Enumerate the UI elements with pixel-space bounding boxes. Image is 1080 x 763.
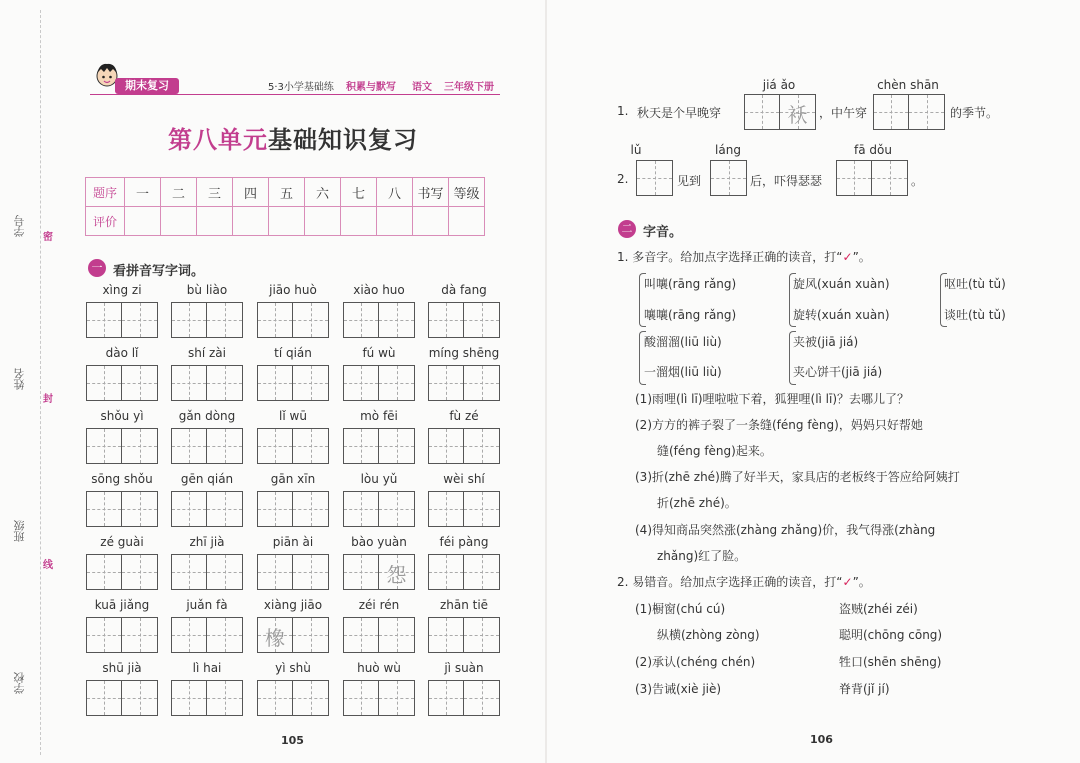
- pinyin-label: xiào huo: [353, 283, 405, 297]
- writing-cell[interactable]: [258, 366, 293, 400]
- writing-cell[interactable]: [122, 681, 157, 715]
- writing-boxes: [343, 680, 415, 716]
- writing-cell[interactable]: [293, 555, 328, 589]
- writing-cell[interactable]: [637, 161, 672, 195]
- part2-number: 2.: [617, 575, 629, 589]
- writing-boxes: [257, 365, 329, 401]
- grade-table-score-cell[interactable]: [341, 207, 377, 236]
- writing-cell[interactable]: [172, 681, 207, 715]
- writing-boxes: [343, 302, 415, 338]
- writing-cell[interactable]: [293, 618, 328, 652]
- checkmark-icon: ✓: [842, 250, 853, 264]
- section-two-icon: 二: [618, 220, 636, 238]
- q2-text2: 后，吓得瑟瑟: [750, 174, 823, 188]
- section-one-icon: 一: [88, 259, 106, 277]
- poly-1a: 叫嚷(rāng rǎng): [644, 277, 737, 291]
- error-2a: 纵横(zhòng zòng): [657, 628, 760, 642]
- grade-table-header-row: [86, 178, 485, 207]
- q1-pinyin2: chèn shān: [877, 78, 939, 92]
- writing-cell[interactable]: [379, 429, 414, 463]
- writing-cell[interactable]: [429, 681, 464, 715]
- pinyin-label: féi pàng: [439, 535, 489, 549]
- writing-cell[interactable]: [379, 492, 414, 526]
- traced-character: 怨: [386, 563, 407, 587]
- writing-cell[interactable]: [122, 303, 157, 337]
- writing-cell[interactable]: [344, 303, 379, 337]
- grade-table-score-cell[interactable]: [449, 207, 485, 236]
- writing-boxes: [343, 365, 415, 401]
- sentence-4: (4)得知商品突然涨(zhàng zhǎng)价，我气得涨(zhàng: [635, 523, 936, 537]
- writing-boxes: [343, 428, 415, 464]
- writing-cell[interactable]: [172, 429, 207, 463]
- error-4a: (3)告诫(xiè jiè): [635, 682, 722, 696]
- writing-cell[interactable]: [429, 618, 464, 652]
- writing-cell[interactable]: [464, 366, 499, 400]
- pinyin-label: lòu yǔ: [360, 472, 398, 486]
- header-grade: 三年级下册: [444, 82, 494, 93]
- sentence-2: (2)方方的裤子裂了一条缝(féng fèng)，妈妈只好帮她: [635, 418, 923, 432]
- page-number-right: 106: [810, 733, 833, 746]
- writing-boxes: [86, 617, 158, 653]
- unit-title: [168, 120, 418, 155]
- writing-boxes: [428, 617, 500, 653]
- pinyin-label: huò wù: [357, 661, 401, 675]
- grade-table-score-cell[interactable]: [233, 207, 269, 236]
- grade-table-score-cell[interactable]: [413, 207, 449, 236]
- q1-boxes1: [744, 94, 816, 130]
- poly-4a: 酸溜溜(liū liù): [644, 335, 722, 349]
- error-1a: (1)橱窗(chú cú): [635, 602, 726, 616]
- part1-instruction: [617, 248, 871, 265]
- q1-text3: 的季节。: [950, 106, 999, 120]
- part1-end: ”。: [852, 250, 871, 264]
- part2-instruction: [617, 573, 871, 590]
- pinyin-label: dà fang: [441, 283, 487, 297]
- pinyin-label: lì hai: [192, 661, 222, 675]
- error-4b: 脊背(jǐ jí): [839, 682, 890, 696]
- q1-text1: 秋天是个早晚穿: [637, 106, 722, 120]
- writing-boxes: [171, 491, 243, 527]
- poly-5b: 夹心饼干(jiā jiá): [793, 365, 883, 379]
- writing-cell[interactable]: [87, 618, 122, 652]
- header-series: 5·3小学基础练: [268, 82, 334, 93]
- writing-boxes: [257, 302, 329, 338]
- sentence-2-cont: 缝(féng fèng)起来。: [657, 444, 772, 458]
- sentence-4-cont: zhǎng)红了脸。: [657, 549, 747, 563]
- writing-cell[interactable]: [207, 618, 242, 652]
- writing-cell[interactable]: [122, 366, 157, 400]
- writing-cell[interactable]: [293, 429, 328, 463]
- grade-table-header-cell: 五: [269, 178, 305, 207]
- writing-cell[interactable]: [293, 303, 328, 337]
- writing-cell[interactable]: [745, 95, 780, 129]
- grade-table-score-cell[interactable]: [305, 207, 341, 236]
- writing-cell[interactable]: [872, 161, 907, 195]
- side-mark-close: 封: [43, 394, 53, 405]
- error-3a: (2)承认(chéng chén): [635, 655, 756, 669]
- writing-cell[interactable]: [780, 95, 815, 129]
- writing-cell[interactable]: [344, 429, 379, 463]
- writing-boxes: [86, 428, 158, 464]
- pinyin-label: jì suàn: [444, 661, 484, 675]
- writing-cell[interactable]: [464, 303, 499, 337]
- pinyin-label: bào yuàn: [351, 535, 407, 549]
- writing-cell[interactable]: [379, 555, 414, 589]
- q2-box2: [710, 160, 747, 196]
- writing-cell[interactable]: [429, 303, 464, 337]
- writing-cell[interactable]: [379, 618, 414, 652]
- writing-cell[interactable]: [464, 618, 499, 652]
- writing-cell[interactable]: [344, 492, 379, 526]
- grade-table-header-cell: 四: [233, 178, 269, 207]
- poly-3a: 呕吐(tù tǔ): [944, 277, 1006, 291]
- writing-boxes: [428, 365, 500, 401]
- writing-cell[interactable]: [379, 303, 414, 337]
- side-label-school: 学校: [13, 672, 26, 694]
- pinyin-label: zhān tiē: [439, 598, 489, 612]
- unit-title-highlight: 第八单元: [168, 126, 268, 154]
- writing-boxes: [171, 554, 243, 590]
- binding-line: [40, 10, 41, 755]
- side-mark-seal: 密: [43, 232, 53, 243]
- pinyin-label: lǐ wū: [279, 409, 307, 423]
- part1-text: 多音字。给加点字选择正确的读音，打“: [632, 250, 843, 264]
- side-label-class: 班级: [13, 520, 26, 542]
- right-page: [547, 0, 1080, 763]
- writing-boxes: [343, 617, 415, 653]
- writing-cell[interactable]: [293, 681, 328, 715]
- grade-table-header-cell: 七: [341, 178, 377, 207]
- q2-pinyin1: lǔ: [630, 143, 642, 157]
- grade-table-score-row: [86, 207, 485, 236]
- pinyin-label: bù liào: [186, 283, 228, 297]
- q2-text3: 。: [911, 174, 924, 188]
- pinyin-label: xiàng jiāo: [263, 598, 323, 612]
- grade-table-header-cell: 六: [305, 178, 341, 207]
- section-one-title: 看拼音写字词。: [113, 264, 205, 279]
- page-number-left: 105: [281, 734, 304, 747]
- writing-boxes: [86, 680, 158, 716]
- writing-cell[interactable]: [172, 618, 207, 652]
- writing-cell[interactable]: [207, 366, 242, 400]
- grade-table-header-cell: 二: [161, 178, 197, 207]
- traced-character: 橡: [265, 626, 285, 650]
- pinyin-label: shǒu yì: [100, 409, 144, 423]
- pinyin-label: zéi rén: [358, 598, 400, 612]
- writing-boxes: [171, 680, 243, 716]
- writing-cell[interactable]: [122, 429, 157, 463]
- writing-boxes: [86, 302, 158, 338]
- grade-table-score-cell[interactable]: [125, 207, 161, 236]
- pinyin-label: shū jià: [102, 661, 142, 675]
- poly-2a: 旋风(xuán xuàn): [793, 277, 890, 291]
- writing-boxes: [86, 491, 158, 527]
- writing-boxes: [343, 554, 415, 590]
- writing-cell[interactable]: [87, 492, 122, 526]
- grade-table-label: 评价: [86, 207, 125, 236]
- writing-boxes: [428, 491, 500, 527]
- writing-cell[interactable]: [258, 303, 293, 337]
- pinyin-label: mò fēi: [360, 409, 398, 423]
- pinyin-label: fú wù: [362, 346, 396, 360]
- writing-cell[interactable]: [344, 681, 379, 715]
- side-label-student-id: 学号: [13, 215, 26, 237]
- grade-table-header-cell: 八: [377, 178, 413, 207]
- writing-cell[interactable]: [379, 681, 414, 715]
- writing-cell[interactable]: [172, 555, 207, 589]
- writing-cell[interactable]: [172, 366, 207, 400]
- writing-cell[interactable]: [379, 366, 414, 400]
- poly-2b: 旋转(xuán xuàn): [793, 308, 890, 322]
- poly-4b: 一溜烟(liū liù): [644, 365, 722, 379]
- pinyin-label: piān ài: [272, 535, 314, 549]
- side-label-name: 姓名: [13, 368, 26, 390]
- error-3b: 牲口(shēn shēng): [839, 655, 942, 669]
- grade-table-score-cell[interactable]: [269, 207, 305, 236]
- writing-cell[interactable]: [874, 95, 909, 129]
- grade-table-header-cell: 一: [125, 178, 161, 207]
- section-two-title: 字音。: [643, 225, 683, 240]
- poly-5a: 夹被(jiā jiá): [793, 335, 859, 349]
- side-mark-line: 线: [43, 560, 53, 571]
- writing-boxes: [257, 428, 329, 464]
- grade-table-header-cell: 等级: [449, 178, 485, 207]
- q2-number: 2.: [617, 172, 629, 186]
- poly-1b: 嚷嚷(rāng rǎng): [644, 308, 737, 322]
- pinyin-label: shí zài: [188, 346, 226, 360]
- writing-cell[interactable]: [258, 618, 293, 652]
- pinyin-label: xìng zi: [102, 283, 142, 297]
- writing-boxes: [428, 428, 500, 464]
- checkmark-icon: ✓: [842, 575, 853, 589]
- pinyin-label: gān xīn: [270, 472, 316, 486]
- sentence-3: (3)折(zhē zhé)腾了好半天，家具店的老板终于答应给阿姨打: [635, 470, 960, 484]
- writing-cell[interactable]: [909, 95, 944, 129]
- grade-table-header-cell: 书写: [413, 178, 449, 207]
- grade-table: [85, 177, 485, 236]
- writing-cell[interactable]: [87, 303, 122, 337]
- writing-cell[interactable]: [464, 492, 499, 526]
- writing-cell[interactable]: [344, 555, 379, 589]
- writing-cell[interactable]: [464, 681, 499, 715]
- part2-end: ”。: [852, 575, 871, 589]
- q1-boxes2: [873, 94, 945, 130]
- pinyin-label: míng shēng: [428, 346, 500, 360]
- pinyin-label: dào lǐ: [105, 346, 139, 360]
- writing-boxes: [257, 617, 329, 653]
- grade-table-score-cell[interactable]: [377, 207, 413, 236]
- q1-pinyin1: jiá ǎo: [762, 78, 796, 92]
- writing-cell[interactable]: [258, 429, 293, 463]
- writing-cell[interactable]: [429, 429, 464, 463]
- writing-cell[interactable]: [344, 618, 379, 652]
- q1-number: 1.: [617, 104, 629, 118]
- writing-cell[interactable]: [207, 429, 242, 463]
- grade-table-label: 题序: [86, 178, 125, 207]
- writing-boxes: [86, 365, 158, 401]
- grade-table-header-cell: 三: [197, 178, 233, 207]
- pinyin-label: tí qián: [274, 346, 312, 360]
- pinyin-label: juǎn fà: [186, 598, 228, 612]
- error-1b: 盗贼(zhéi zéi): [839, 602, 918, 616]
- grade-table-score-cell[interactable]: [197, 207, 233, 236]
- writing-cell[interactable]: [172, 303, 207, 337]
- final-review-badge: 期末复习: [115, 78, 179, 94]
- pinyin-label: kuā jiǎng: [94, 598, 150, 612]
- part1-number: 1.: [617, 250, 629, 264]
- error-2b: 聪明(chōng cōng): [839, 628, 943, 642]
- writing-boxes: [257, 680, 329, 716]
- q2-box1: [636, 160, 673, 196]
- writing-cell[interactable]: [293, 492, 328, 526]
- writing-cell[interactable]: [207, 303, 242, 337]
- part2-text: 易错音。给加点字选择正确的读音，打“: [632, 575, 843, 589]
- q2-text1: 见到: [677, 174, 702, 188]
- pinyin-label: fù zé: [449, 409, 479, 423]
- writing-cell[interactable]: [87, 366, 122, 400]
- writing-cell[interactable]: [429, 555, 464, 589]
- header-rule: [90, 94, 500, 95]
- writing-cell[interactable]: [122, 492, 157, 526]
- writing-boxes: [428, 554, 500, 590]
- unit-title-rest: 基础知识复习: [268, 126, 418, 154]
- pinyin-label: gǎn dòng: [178, 409, 236, 423]
- writing-cell[interactable]: [837, 161, 872, 195]
- writing-cell[interactable]: [87, 681, 122, 715]
- writing-cell[interactable]: [122, 618, 157, 652]
- writing-boxes: [171, 617, 243, 653]
- writing-cell[interactable]: [207, 555, 242, 589]
- writing-cell[interactable]: [207, 681, 242, 715]
- writing-boxes: [86, 554, 158, 590]
- writing-cell[interactable]: [464, 429, 499, 463]
- writing-cell[interactable]: [87, 429, 122, 463]
- writing-cell[interactable]: [207, 492, 242, 526]
- writing-cell[interactable]: [258, 681, 293, 715]
- q2-pinyin2: láng: [715, 143, 741, 157]
- pinyin-label: sōng shǒu: [91, 472, 153, 486]
- writing-boxes: [171, 302, 243, 338]
- writing-cell[interactable]: [172, 492, 207, 526]
- writing-boxes: [343, 491, 415, 527]
- pinyin-label: zhī jià: [189, 535, 225, 549]
- pinyin-label: jiāo huò: [269, 283, 317, 297]
- writing-cell[interactable]: [429, 366, 464, 400]
- pinyin-label: wèi shí: [443, 472, 485, 486]
- writing-cell[interactable]: [258, 555, 293, 589]
- writing-boxes: [428, 680, 500, 716]
- q1-text2: ，中午穿: [819, 106, 868, 120]
- traced-character: 袄: [787, 103, 808, 127]
- writing-cell[interactable]: [122, 555, 157, 589]
- writing-cell[interactable]: [344, 366, 379, 400]
- writing-cell[interactable]: [87, 555, 122, 589]
- writing-boxes: [171, 428, 243, 464]
- writing-boxes: [428, 302, 500, 338]
- writing-cell[interactable]: [293, 366, 328, 400]
- sentence-3-cont: 折(zhē zhé)。: [657, 496, 737, 510]
- writing-cell[interactable]: [464, 555, 499, 589]
- writing-cell[interactable]: [258, 492, 293, 526]
- poly-3b: 谈吐(tù tǔ): [944, 308, 1006, 322]
- pinyin-label: gēn qián: [180, 472, 234, 486]
- sentence-1: (1)雨哩(lì lī)哩啦啦下着，狐狸哩(lì lī)？去哪儿了？: [635, 392, 910, 406]
- header-book: 积累与默写: [346, 82, 396, 93]
- writing-cell[interactable]: [711, 161, 746, 195]
- header-subject: 语文: [412, 82, 432, 93]
- writing-cell[interactable]: [429, 492, 464, 526]
- q2-boxes3: [836, 160, 908, 196]
- q2-pinyin3: fā dǒu: [854, 143, 892, 157]
- writing-boxes: [171, 365, 243, 401]
- grade-table-score-cell[interactable]: [161, 207, 197, 236]
- pinyin-label: yì shù: [275, 661, 311, 675]
- writing-boxes: [257, 491, 329, 527]
- pinyin-label: zé guài: [100, 535, 144, 549]
- writing-boxes: [257, 554, 329, 590]
